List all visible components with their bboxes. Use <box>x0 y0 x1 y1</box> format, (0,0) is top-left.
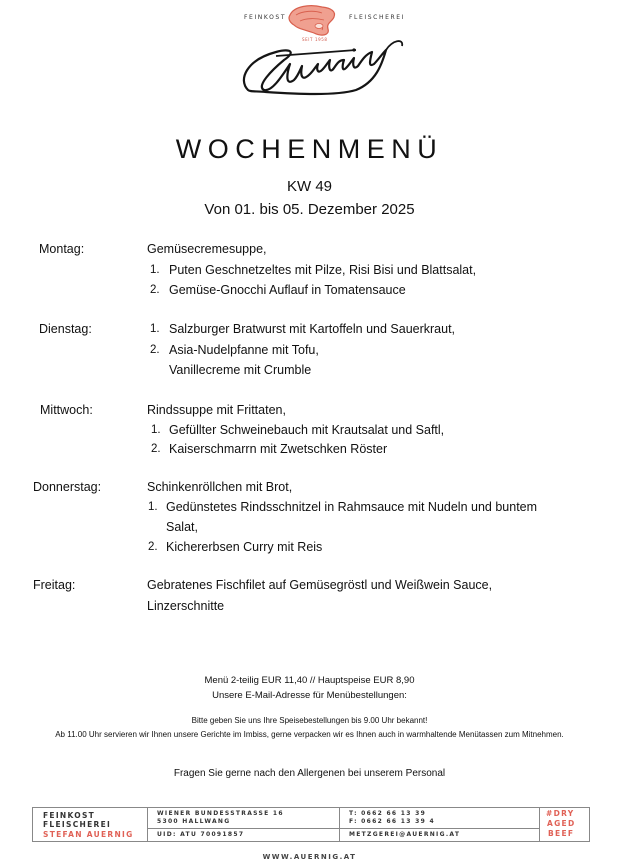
menu-item: Gemüse-Gnocchi Auflauf in Tomatensauce <box>169 283 406 297</box>
footer-company <box>33 808 148 841</box>
footer-contact-box <box>32 807 590 842</box>
price-info: Menü 2-teilig EUR 11,40 // Hauptspeise EUR 8,90 <box>204 675 415 686</box>
item-number: 2. <box>148 541 158 553</box>
footer-address <box>147 808 340 841</box>
menu-item: Gedünstetes Rindsschnitzel in Rahmsauce mit Nudeln und buntem <box>166 500 538 514</box>
menu-item: Asia-Nudelpfanne mit Tofu, <box>169 343 319 357</box>
menu-item: Gefüllter Schweinebauch mit Krautsalat und Saftl, <box>169 423 445 437</box>
day-label: Mittwoch: <box>40 403 93 417</box>
contact-email[interactable]: METZGEREI@AUERNIG.AT <box>349 831 461 838</box>
soup: Rindssuppe mit Frittaten, <box>147 403 286 417</box>
address-city: 5300 HALLWANG <box>157 818 231 825</box>
fax-number: F: 0662 66 13 39 4 <box>349 818 435 825</box>
email-note: Unsere E-Mail-Adresse für Menübestellungen: <box>212 690 407 701</box>
company-owner: STEFAN AUERNIG <box>43 830 134 839</box>
address-street: WIENER BUNDESSTRASSE 16 <box>157 810 284 817</box>
item-number: 1. <box>151 424 161 436</box>
day-label: Freitag: <box>33 578 76 592</box>
tagline-line: #DRY <box>546 809 575 818</box>
logo-feinkost-text: FEINKOST <box>244 14 287 21</box>
allergen-note: Fragen Sie gerne nach den Allergenen bei unserem Personal <box>173 768 446 779</box>
item-number: 1. <box>150 323 160 335</box>
menu-item: Puten Geschnetzeltes mit Pilze, Risi Bisi und Blattsalat, <box>169 263 477 277</box>
item-number: 2. <box>151 443 161 455</box>
day-label: Donnerstag: <box>33 480 102 494</box>
company-line: FLEISCHEREI <box>43 820 112 829</box>
menu-item-continuation: Salat, <box>166 520 198 534</box>
item-number: 2. <box>150 284 160 296</box>
auernig-script-logo <box>236 30 406 100</box>
footer-contact <box>339 808 540 841</box>
dessert: Vanillecreme mit Crumble <box>169 363 312 377</box>
day-label: Montag: <box>39 242 85 256</box>
item-number: 1. <box>150 264 160 276</box>
dessert: Linzerschnitte <box>147 599 225 613</box>
calendar-week: KW 49 <box>286 178 332 195</box>
date-range: Von 01. bis 05. Dezember 2025 <box>204 201 415 218</box>
menu-item: Kaiserschmarrn mit Zwetschken Röster <box>169 442 388 456</box>
soup: Gemüsecremesuppe, <box>147 242 267 256</box>
soup: Schinkenröllchen mit Brot, <box>147 480 293 494</box>
menu-item: Kichererbsen Curry mit Reis <box>166 540 323 554</box>
auernig-logo <box>230 0 410 110</box>
item-number: 1. <box>148 501 158 513</box>
footer-tagline <box>539 808 589 841</box>
item-number: 2. <box>150 344 160 356</box>
website-link[interactable]: WWW.AUERNIG.AT <box>262 853 357 861</box>
phone-number: T: 0662 66 13 39 <box>349 810 427 817</box>
menu-item: Salzburger Bratwurst mit Kartoffeln und Sauerkraut, <box>169 322 456 336</box>
tagline-line: AGED <box>547 819 576 828</box>
uid-number: UID: ATU 70091857 <box>157 831 245 838</box>
tagline-line: BEEF <box>548 829 575 838</box>
menu-item: Gebratenes Fischfilet auf Gemüsegröstl und Weißwein Sauce, <box>147 578 493 592</box>
logo-fleischerei-text: FLEISCHEREI <box>349 14 405 21</box>
company-line: FEINKOST <box>43 811 96 820</box>
page-title: WOCHENMENÜ <box>175 134 444 164</box>
logo-since-text: SEIT 1958 <box>302 37 328 42</box>
service-note: Ab 11.00 Uhr servieren wir Ihnen unsere Gerichte im Imbiss, gerne verpacken wir es Ihnen auch in warmhaltende Menütassen zum Mitnehmen. <box>55 730 564 739</box>
day-label: Dienstag: <box>39 322 92 336</box>
order-deadline-note: Bitte geben Sie uns Ihre Speisebestellungen bis 9.00 Uhr bekannt! <box>191 716 428 725</box>
